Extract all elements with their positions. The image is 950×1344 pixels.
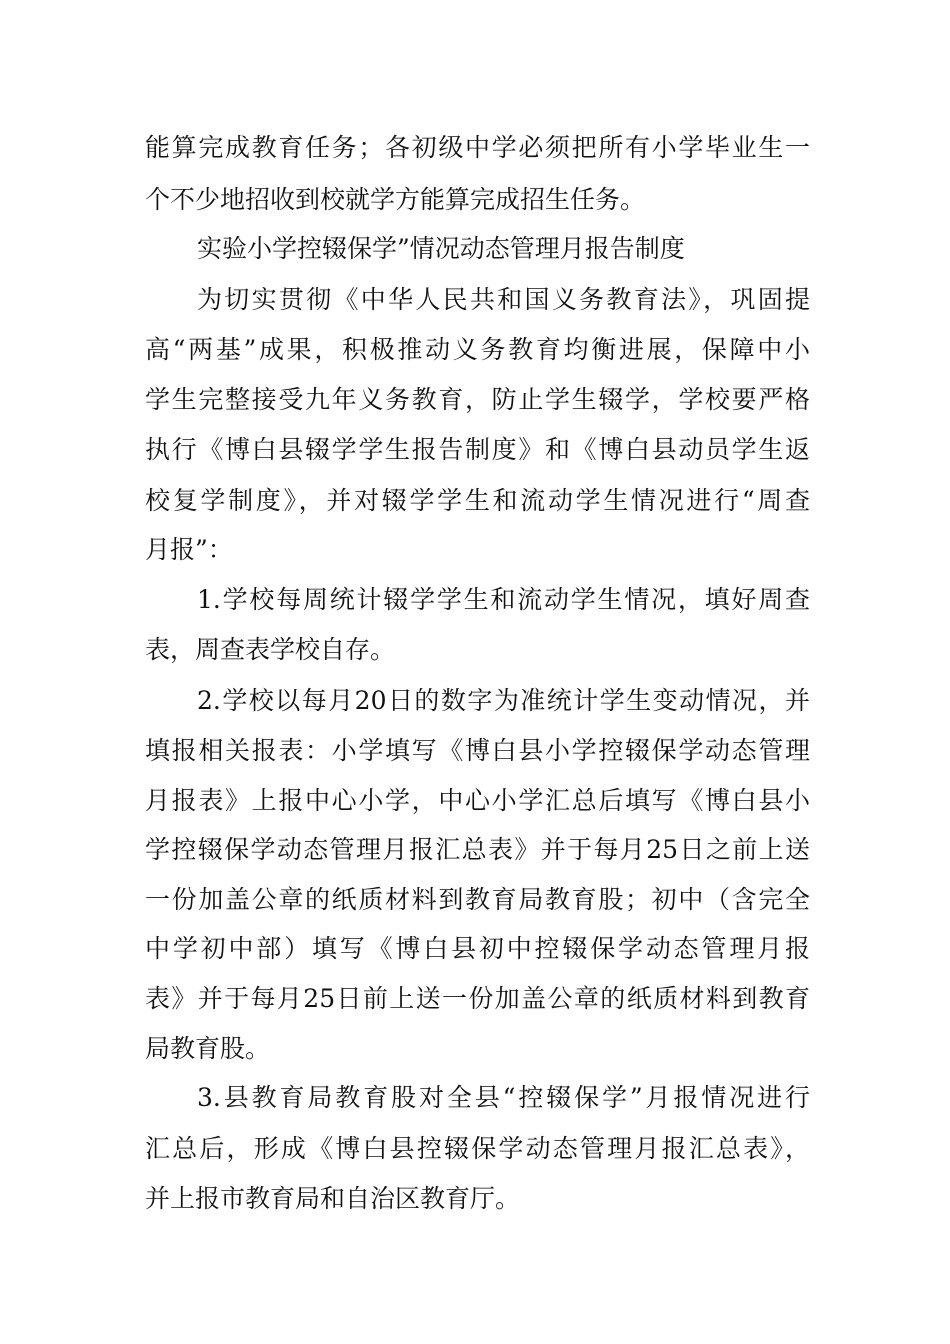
text-line-2: 个不少地招收到校就学方能算完成招生任务。 — [145, 185, 646, 214]
list-item-2-line-3: 月报表》上报中心小学，中心小学汇总后填写《博白县小 — [145, 786, 810, 815]
text-line-1: 能算完成教育任务；各初级中学必须把所有小学毕业生一 — [145, 133, 810, 162]
text-line-6: 学生完整接受九年义务教育，防止学生辍学，学校要严格 — [145, 385, 810, 414]
list-item-2-line-2: 填报相关报表：小学填写《博白县小学控辍保学动态管理 — [145, 736, 810, 765]
list-item-3-line-3: 并上报市教育局和自治区教育厅。 — [145, 1184, 521, 1213]
text-line-8: 校复学制度》，并对辍学学生和流动学生情况进行“周查 — [145, 486, 810, 515]
list-item-2-line-6: 中学初中部）填写《博白县初中控辍保学动态管理月报 — [145, 934, 810, 963]
list-item-2-line-8: 局教育股。 — [145, 1034, 271, 1063]
list-item-1-line-2: 表，周查表学校自存。 — [145, 635, 396, 664]
list-item-2-line-7: 表》并于每月25日前上送一份加盖公章的纸质材料到教育 — [145, 984, 810, 1013]
list-item-2-line-5: 一份加盖公章的纸质材料到教育局教育股；初中（含完全 — [145, 885, 810, 914]
list-item-2-line-1: 2.学校以每月20日的数字为准统计学生变动情况，并 — [197, 686, 810, 715]
list-item-3-line-1: 3.县教育局教育股对全县“控辍保学”月报情况进行 — [197, 1083, 810, 1112]
list-item-1-line-1: 1.学校每周统计辍学学生和流动学生情况，填好周查 — [197, 585, 810, 614]
section-heading: 实验小学控辍保学”情况动态管理月报告制度 — [197, 234, 685, 263]
list-item-2-line-4: 学控辍保学动态管理月报汇总表》并于每月25日之前上送 — [145, 835, 810, 864]
text-line-9: 月报”： — [145, 535, 233, 564]
list-item-3-line-2: 汇总后，形成《博白县控辍保学动态管理月报汇总表》， — [145, 1134, 810, 1163]
text-line-7: 执行《博白县辍学学生报告制度》和《博白县动员学生返 — [145, 435, 810, 464]
text-line-5: 高“两基”成果，积极推动义务教育均衡进展，保障中小 — [145, 335, 810, 364]
text-line-4: 为切实贯彻《中华人民共和国义务教育法》，巩固提 — [197, 285, 810, 314]
